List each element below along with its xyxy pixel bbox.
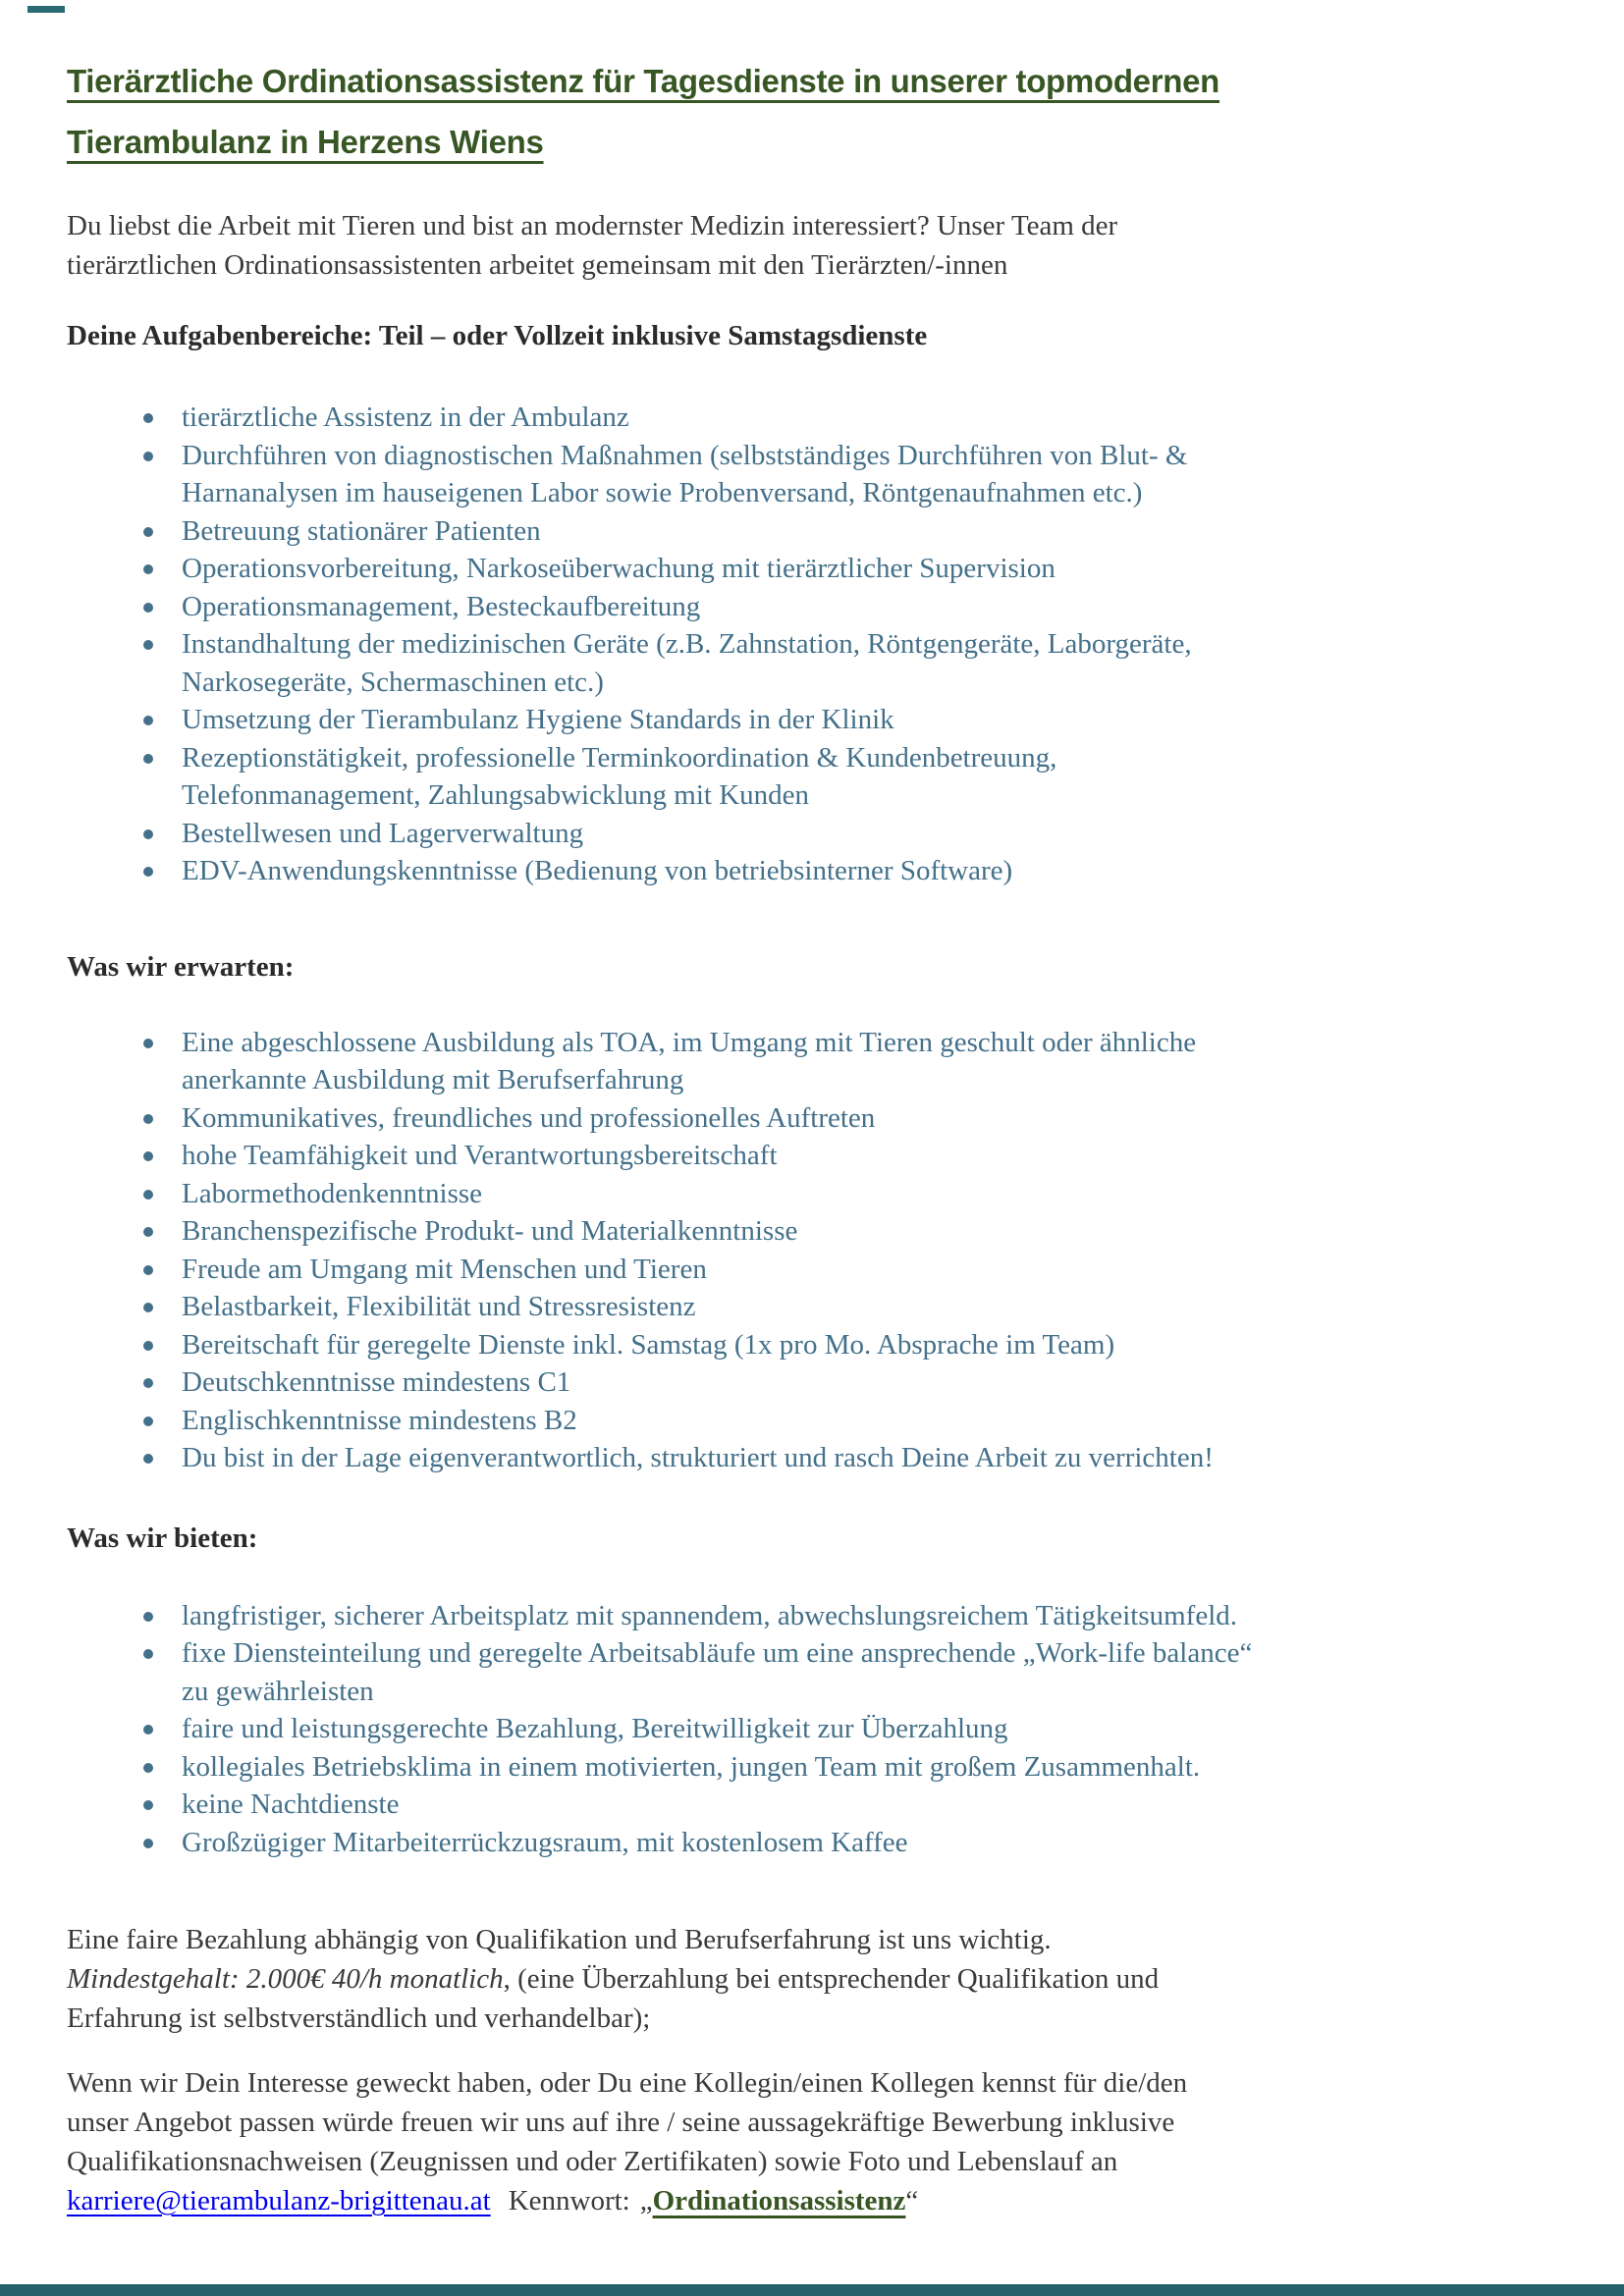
page-title-line1: Tierärztliche Ordinationsassistenz für Tagesdienste in unserer topmodernen [67, 63, 1220, 99]
page-title-line2: Tierambulanz in Herzens Wiens [67, 124, 544, 160]
list-item: langfristiger, sicherer Arbeitsplatz mit spannendem, abwechslungsreichem Tätigkeitsumfeld. [67, 1597, 1555, 1635]
list-item: Kommunikatives, freundliches und professionelles Auftreten [67, 1099, 1555, 1138]
list-item: kollegiales Betriebsklima in einem motivierten, jungen Team mit großem Zusammenhalt. [67, 1748, 1555, 1787]
keyword-quote-close: “ [905, 2185, 919, 2216]
list-item: Deutschkenntnisse mindestens C1 [67, 1363, 1555, 1402]
list-item: Rezeptionstätigkeit, professionelle Terminkoordination & Kundenbetreuung, Telefonmanagement, Zahlungsabwicklung mit Kunden [67, 739, 1555, 815]
email-link[interactable]: karriere@tierambulanz-brigittenau.at [67, 2185, 491, 2216]
intro-paragraph: Du liebst die Arbeit mit Tieren und bist an modernster Medizin interessiert? Unser Team der tierärztlichen Ordinationsassistenten arbeitet gemeinsam mit den Tierärzten/-innen [67, 210, 1118, 281]
list-item: Operationsvorbereitung, Narkoseüberwachung mit tierärztlicher Supervision [67, 550, 1555, 588]
list-item: Instandhaltung der medizinischen Geräte (z.B. Zahnstation, Röntgengeräte, Laborgeräte, Narkosegeräte, Schermaschinen etc.) [67, 625, 1555, 701]
application-text: Wenn wir Dein Interesse geweckt haben, oder Du eine Kollegin/einen Kollegen kennst für die/den unser Angebot passen würde freuen wir uns auf ihre / seine aussagekräftige Bewerbung inklusive Qualifikationsnachweisen (Zeugnissen und oder Zertifikaten) sowie Foto und Lebenslauf an [67, 2067, 1188, 2177]
salary-paragraph [67, 1920, 1555, 2038]
list-item: Freude am Umgang mit Menschen und Tieren [67, 1251, 1555, 1289]
heading-tasks: Deine Aufgabenbereiche: Teil – oder Vollzeit inklusive Samstagsdienste [67, 320, 928, 351]
list-item: Branchenspezifische Produkt- und Materialkenntnisse [67, 1212, 1555, 1251]
list-item: Du bist in der Lage eigenverantwortlich, strukturiert und rasch Deine Arbeit zu verrichten! [67, 1439, 1555, 1477]
salary-minimum-italic: Mindestgehalt: 2.000€ 40/h monatlich [67, 1963, 504, 1995]
list-item: Großzügiger Mitarbeiterrückzugsraum, mit kostenlosem Kaffee [67, 1824, 1555, 1862]
application-paragraph [67, 2063, 1555, 2220]
list-item: Belastbarkeit, Flexibilität und Stressresistenz [67, 1288, 1555, 1326]
salary-text-rest: , (eine Überzahlung bei entsprechender Qualifikation und Erfahrung ist selbstverständlich und verhandelbar); [67, 1963, 1160, 2034]
expectations-list [67, 1024, 1555, 1477]
list-item: Operationsmanagement, Besteckaufbereitung [67, 588, 1555, 626]
salary-text: Eine faire Bezahlung abhängig von Qualifikation und Berufserfahrung ist uns wichtig. [67, 1924, 1052, 1955]
list-item: Labormethodenkenntnisse [67, 1175, 1555, 1213]
keyword-ordinationsassistenz: Ordinationsassistenz [652, 2185, 906, 2216]
list-item: Eine abgeschlossene Ausbildung als TOA, im Umgang mit Tieren geschult oder ähnliche anerkannte Ausbildung mit Berufserfahrung [67, 1024, 1555, 1099]
list-item: fixe Diensteinteilung und geregelte Arbeitsabläufe um eine ansprechende „Work-life balance“ zu gewährleisten [67, 1634, 1555, 1710]
list-item: tierärztliche Assistenz in der Ambulanz [67, 399, 1555, 437]
tasks-list [67, 399, 1555, 890]
list-item: Umsetzung der Tierambulanz Hygiene Standards in der Klinik [67, 701, 1555, 739]
list-item: faire und leistungsgerechte Bezahlung, Bereitwilligkeit zur Überzahlung [67, 1710, 1555, 1748]
list-item: Englischkenntnisse mindestens B2 [67, 1402, 1555, 1440]
heading-offer: Was wir bieten: [67, 1522, 258, 1554]
keyword-quote-open: „ [639, 2185, 653, 2216]
list-item: Durchführen von diagnostischen Maßnahmen (selbstständiges Durchführen von Blut- & Harnanalysen im hauseigenen Labor sowie Probenversand, Röntgenaufnahmen etc.) [67, 437, 1555, 512]
list-item: Betreuung stationärer Patienten [67, 512, 1555, 551]
kennwort-label: Kennwort: [508, 2185, 630, 2216]
list-item: Bestellwesen und Lagerverwaltung [67, 815, 1555, 853]
list-item: hohe Teamfähigkeit und Verantwortungsbereitschaft [67, 1137, 1555, 1175]
list-item: EDV-Anwendungskenntnisse (Bedienung von betriebsinterner Software) [67, 852, 1555, 890]
heading-expectations: Was wir erwarten: [67, 950, 295, 983]
bottom-accent-bar [0, 2284, 1624, 2296]
page-title [67, 51, 1555, 173]
list-item: keine Nachtdienste [67, 1786, 1555, 1824]
offer-list [67, 1597, 1555, 1862]
list-item: Bereitschaft für geregelte Dienste inkl. Samstag (1x pro Mo. Absprache im Team) [67, 1326, 1555, 1364]
